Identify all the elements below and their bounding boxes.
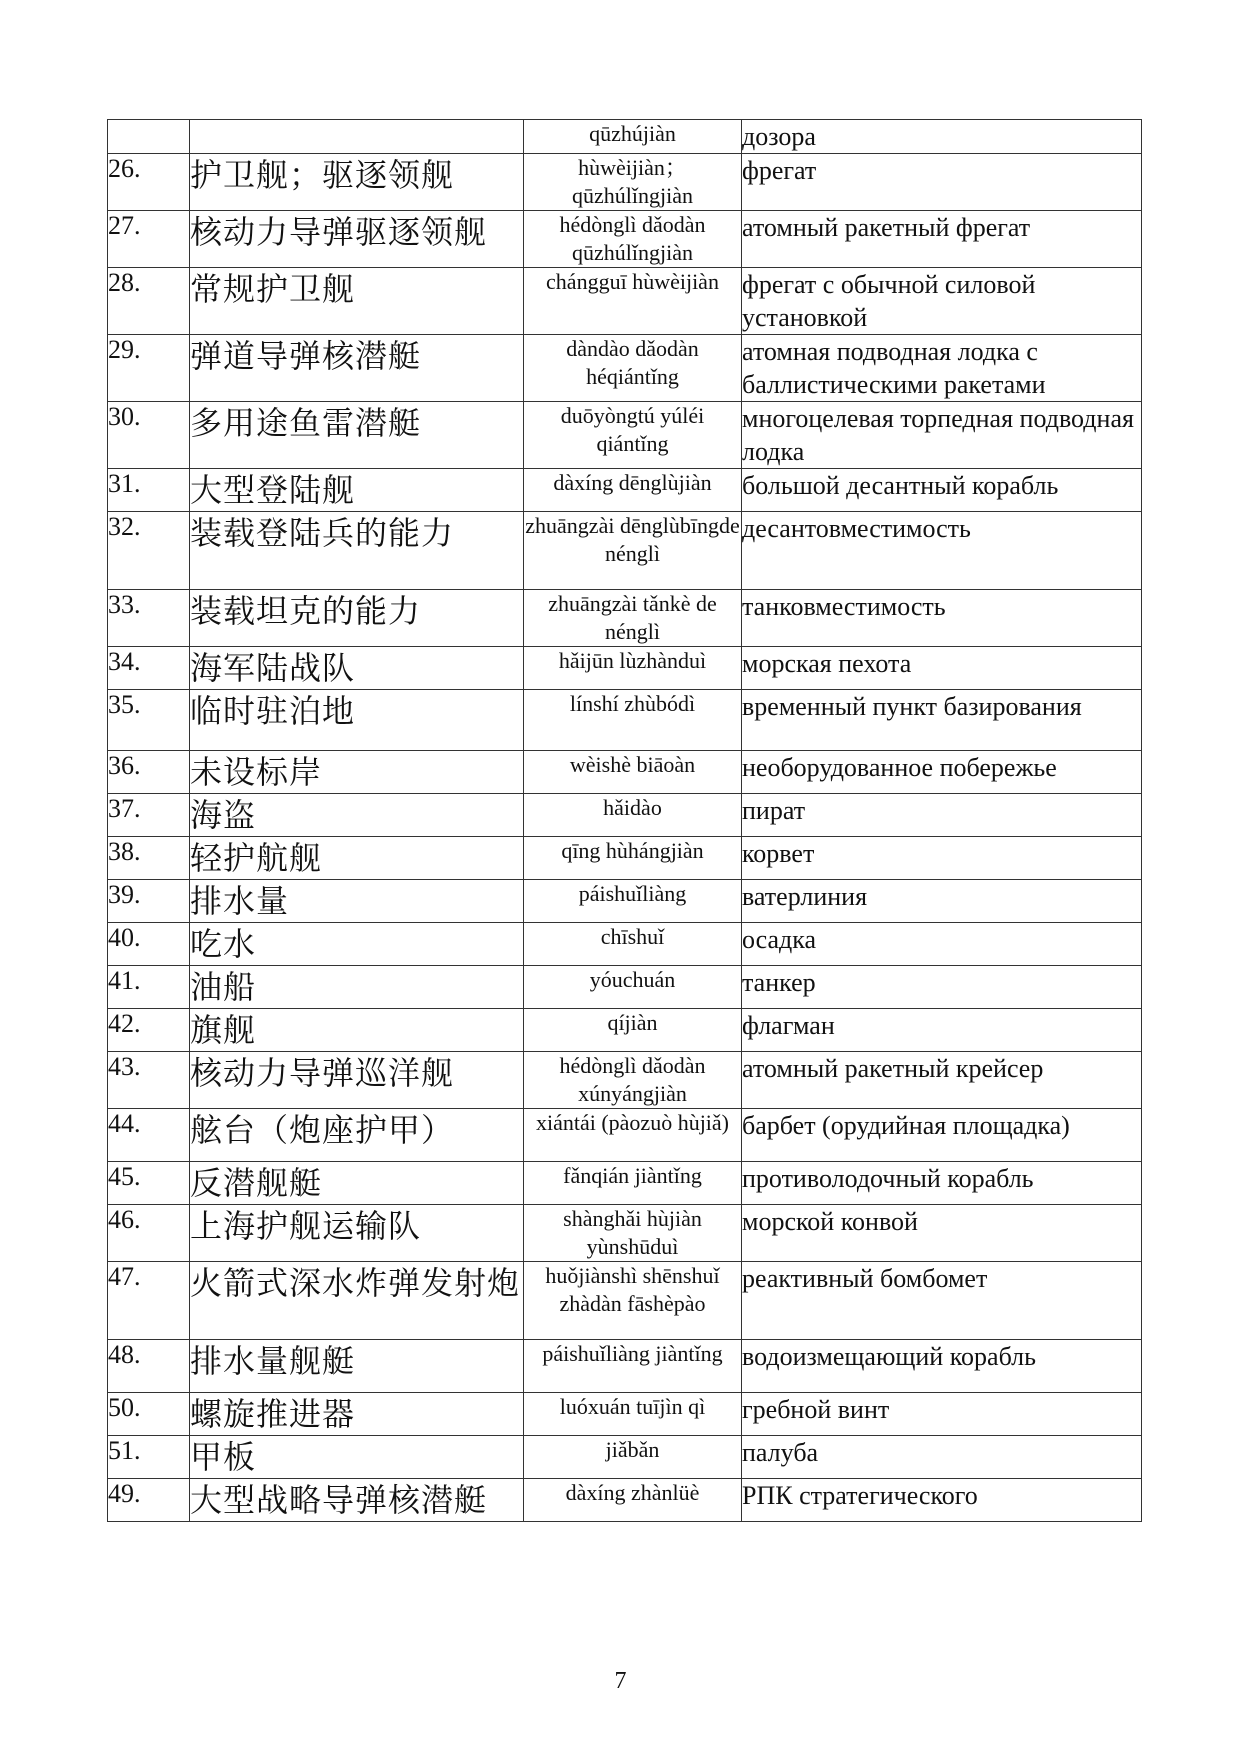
pinyin-transcription: hédònglì dǎodàn qūzhúlǐngjiàn — [524, 211, 742, 268]
russian-translation: противолодочный корабль — [742, 1162, 1142, 1205]
term-number: 47. — [108, 1262, 190, 1340]
pinyin-transcription: hǎidào — [524, 794, 742, 837]
russian-translation: водоизмещающий корабль — [742, 1340, 1142, 1393]
pinyin-transcription: fǎnqián jiàntǐng — [524, 1162, 742, 1205]
chinese-term: 吃水 — [190, 923, 524, 966]
term-number: 48. — [108, 1340, 190, 1393]
term-number: 31. — [108, 469, 190, 512]
russian-translation: временный пункт базирования — [742, 690, 1142, 751]
table-row — [108, 1393, 1142, 1436]
russian-translation: танкер — [742, 966, 1142, 1009]
pinyin-transcription: luóxuán tuījìn qì — [524, 1393, 742, 1436]
term-number: 50. — [108, 1393, 190, 1436]
term-number: 26. — [108, 154, 190, 211]
term-number: 51. — [108, 1436, 190, 1479]
term-number: 43. — [108, 1052, 190, 1109]
table-row — [108, 923, 1142, 966]
chinese-term: 上海护舰运输队 — [190, 1205, 524, 1262]
russian-translation: осадка — [742, 923, 1142, 966]
term-number: 44. — [108, 1109, 190, 1162]
chinese-term: 甲板 — [190, 1436, 524, 1479]
pinyin-transcription: yóuchuán — [524, 966, 742, 1009]
table-row — [108, 794, 1142, 837]
chinese-term: 螺旋推进器 — [190, 1393, 524, 1436]
pinyin-transcription: shànghǎi hùjiàn yùnshūduì — [524, 1205, 742, 1262]
pinyin-transcription: dàxíng dēnglùjiàn — [524, 469, 742, 512]
table-row — [108, 1205, 1142, 1262]
pinyin-transcription: duōyòngtú yúléi qiántǐng — [524, 402, 742, 469]
pinyin-transcription: huǒjiànshì shēnshuǐ zhàdàn fāshèpào — [524, 1262, 742, 1340]
russian-translation: фрегат — [742, 154, 1142, 211]
table-row — [108, 469, 1142, 512]
glossary-table-body — [108, 120, 1142, 1522]
term-number: 36. — [108, 751, 190, 794]
russian-translation: дозора — [742, 120, 1142, 154]
russian-translation: морской конвой — [742, 1205, 1142, 1262]
chinese-term: 火箭式深水炸弹发射炮 — [190, 1262, 524, 1340]
table-row — [108, 880, 1142, 923]
russian-translation: атомный ракетный крейсер — [742, 1052, 1142, 1109]
pinyin-transcription: línshí zhùbódì — [524, 690, 742, 751]
page-number: 7 — [614, 1668, 627, 1694]
table-row — [108, 1052, 1142, 1109]
chinese-term: 护卫舰；驱逐领舰 — [190, 154, 524, 211]
term-number: 40. — [108, 923, 190, 966]
chinese-term: 海军陆战队 — [190, 647, 524, 690]
pinyin-transcription: hùwèijiàn；qūzhúlǐngjiàn — [524, 154, 742, 211]
term-number: 32. — [108, 512, 190, 590]
term-number: 37. — [108, 794, 190, 837]
table-row — [108, 1009, 1142, 1052]
term-number: 38. — [108, 837, 190, 880]
glossary-table — [107, 119, 1142, 1522]
chinese-term: 排水量舰艇 — [190, 1340, 524, 1393]
russian-translation: десантовместимость — [742, 512, 1142, 590]
term-number: 27. — [108, 211, 190, 268]
chinese-term: 反潜舰艇 — [190, 1162, 524, 1205]
russian-translation: танковместимость — [742, 590, 1142, 647]
table-row — [108, 751, 1142, 794]
term-number: 29. — [108, 335, 190, 402]
pinyin-transcription: chīshuǐ — [524, 923, 742, 966]
term-number: 39. — [108, 880, 190, 923]
term-number: 35. — [108, 690, 190, 751]
pinyin-transcription: páishuǐliàng jiàntǐng — [524, 1340, 742, 1393]
pinyin-transcription: jiǎbǎn — [524, 1436, 742, 1479]
term-number: 42. — [108, 1009, 190, 1052]
table-row — [108, 1162, 1142, 1205]
chinese-term: 常规护卫舰 — [190, 268, 524, 335]
term-number — [108, 120, 190, 154]
table-row — [108, 1340, 1142, 1393]
chinese-term: 轻护航舰 — [190, 837, 524, 880]
russian-translation: корвет — [742, 837, 1142, 880]
table-row — [108, 268, 1142, 335]
chinese-term: 多用途鱼雷潜艇 — [190, 402, 524, 469]
term-number: 49. — [108, 1479, 190, 1522]
russian-translation: гребной винт — [742, 1393, 1142, 1436]
russian-translation: ватерлиния — [742, 880, 1142, 923]
chinese-term: 旗舰 — [190, 1009, 524, 1052]
chinese-term: 大型登陆舰 — [190, 469, 524, 512]
chinese-term: 大型战略导弹核潜艇 — [190, 1479, 524, 1522]
russian-translation: необорудованное побережье — [742, 751, 1142, 794]
table-row — [108, 1479, 1142, 1522]
chinese-term: 海盗 — [190, 794, 524, 837]
table-row — [108, 120, 1142, 154]
table-row — [108, 1262, 1142, 1340]
table-row — [108, 590, 1142, 647]
russian-translation: реактивный бомбомет — [742, 1262, 1142, 1340]
term-number: 46. — [108, 1205, 190, 1262]
chinese-term: 装载登陆兵的能力 — [190, 512, 524, 590]
pinyin-transcription: hédònglì dǎodàn xúnyángjiàn — [524, 1052, 742, 1109]
table-row — [108, 512, 1142, 590]
pinyin-transcription: wèishè biāoàn — [524, 751, 742, 794]
pinyin-transcription: páishuǐliàng — [524, 880, 742, 923]
term-number: 28. — [108, 268, 190, 335]
table-row — [108, 1109, 1142, 1162]
chinese-term: 核动力导弹驱逐领舰 — [190, 211, 524, 268]
table-row — [108, 335, 1142, 402]
russian-translation: барбет (орудийная площадка) — [742, 1109, 1142, 1162]
chinese-term: 未设标岸 — [190, 751, 524, 794]
pinyin-transcription: qūzhújiàn — [524, 120, 742, 154]
russian-translation: РПК стратегического — [742, 1479, 1142, 1522]
pinyin-transcription: zhuāngzài tǎnkè de nénglì — [524, 590, 742, 647]
chinese-term: 装载坦克的能力 — [190, 590, 524, 647]
pinyin-transcription: dàndào dǎodàn héqiántǐng — [524, 335, 742, 402]
chinese-term — [190, 120, 524, 154]
term-number: 34. — [108, 647, 190, 690]
table-row — [108, 690, 1142, 751]
table-row — [108, 837, 1142, 880]
pinyin-transcription: zhuāngzài dēnglùbīngde nénglì — [524, 512, 742, 590]
chinese-term: 排水量 — [190, 880, 524, 923]
term-number: 33. — [108, 590, 190, 647]
chinese-term: 弹道导弹核潜艇 — [190, 335, 524, 402]
russian-translation: большой десантный корабль — [742, 469, 1142, 512]
chinese-term: 舷台（炮座护甲） — [190, 1109, 524, 1162]
term-number: 45. — [108, 1162, 190, 1205]
chinese-term: 油船 — [190, 966, 524, 1009]
chinese-term: 临时驻泊地 — [190, 690, 524, 751]
pinyin-transcription: qíjiàn — [524, 1009, 742, 1052]
russian-translation: флагман — [742, 1009, 1142, 1052]
term-number: 41. — [108, 966, 190, 1009]
pinyin-transcription: xiántái (pàozuò hùjiǎ) — [524, 1109, 742, 1162]
russian-translation: морская пехота — [742, 647, 1142, 690]
russian-translation: многоцелевая торпедная подводная лодка — [742, 402, 1142, 469]
table-row — [108, 211, 1142, 268]
table-row — [108, 1436, 1142, 1479]
pinyin-transcription: hǎijūn lùzhànduì — [524, 647, 742, 690]
table-row — [108, 966, 1142, 1009]
term-number: 30. — [108, 402, 190, 469]
russian-translation: атомная подводная лодка с баллистическими ракетами — [742, 335, 1142, 402]
russian-translation: пират — [742, 794, 1142, 837]
russian-translation: атомный ракетный фрегат — [742, 211, 1142, 268]
russian-translation: фрегат с обычной силовой установкой — [742, 268, 1142, 335]
table-row — [108, 402, 1142, 469]
table-row — [108, 647, 1142, 690]
table-row — [108, 154, 1142, 211]
pinyin-transcription: chángguī hùwèijiàn — [524, 268, 742, 335]
pinyin-transcription: qīng hùhángjiàn — [524, 837, 742, 880]
pinyin-transcription: dàxíng zhànlüè — [524, 1479, 742, 1522]
russian-translation: палуба — [742, 1436, 1142, 1479]
chinese-term: 核动力导弹巡洋舰 — [190, 1052, 524, 1109]
